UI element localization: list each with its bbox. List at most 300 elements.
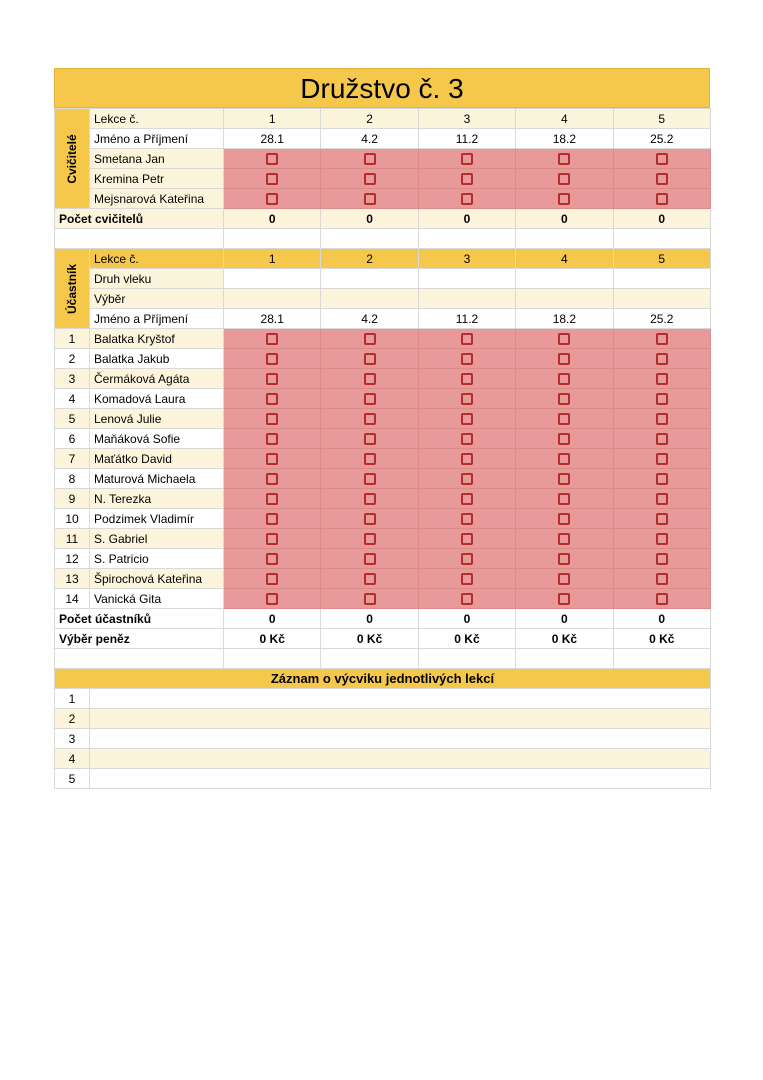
checkbox[interactable] (364, 493, 376, 505)
spacer (55, 229, 224, 249)
attendance-checkbox-cell[interactable] (321, 409, 418, 429)
attendance-checkbox-cell[interactable] (321, 489, 418, 509)
attendance-checkbox-cell[interactable] (613, 189, 710, 209)
participant-row (55, 449, 711, 469)
record-number: 3 (55, 729, 90, 749)
collection-cell[interactable] (224, 289, 321, 309)
attendance-checkbox-cell[interactable] (321, 149, 418, 169)
participant-number: 10 (55, 509, 90, 529)
instructors-section-label (55, 109, 90, 209)
checkbox[interactable] (656, 173, 668, 185)
attendance-checkbox-cell[interactable] (418, 169, 515, 189)
attendance-checkbox-cell[interactable] (224, 489, 321, 509)
checkbox[interactable] (656, 573, 668, 585)
attendance-checkbox-cell[interactable] (613, 469, 710, 489)
attendance-checkbox-cell[interactable] (224, 549, 321, 569)
lesson-number: 2 (321, 249, 418, 269)
participant-number: 9 (55, 489, 90, 509)
section-label: Cvičitelé (65, 133, 79, 184)
checkbox[interactable] (364, 453, 376, 465)
attendance-checkbox-cell[interactable] (321, 369, 418, 389)
checkbox[interactable] (461, 333, 473, 345)
row-label: Jméno a Příjmení (90, 129, 224, 149)
money-amount: 0 Kč (613, 629, 710, 649)
checkbox[interactable] (656, 473, 668, 485)
attendance-checkbox-cell[interactable] (418, 369, 515, 389)
instructor-count: 0 (418, 209, 515, 229)
participant-row (55, 509, 711, 529)
checkbox[interactable] (656, 153, 668, 165)
instructor-count: 0 (516, 209, 613, 229)
checkbox[interactable] (266, 153, 278, 165)
checkbox[interactable] (266, 593, 278, 605)
attendance-checkbox-cell[interactable] (516, 369, 613, 389)
checkbox[interactable] (656, 193, 668, 205)
section-label: Účastník (65, 263, 79, 314)
checkbox[interactable] (558, 373, 570, 385)
checkbox[interactable] (461, 193, 473, 205)
attendance-checkbox-cell[interactable] (321, 169, 418, 189)
attendance-checkbox-cell[interactable] (418, 389, 515, 409)
attendance-checkbox-cell[interactable] (321, 449, 418, 469)
participant-name: S. Patricio (90, 549, 224, 569)
participant-row (55, 389, 711, 409)
instructor-count-label: Počet cvičitelů (55, 209, 224, 229)
checkbox[interactable] (266, 473, 278, 485)
attendance-checkbox-cell[interactable] (418, 529, 515, 549)
record-row (55, 749, 711, 769)
attendance-checkbox-cell[interactable] (418, 429, 515, 449)
attendance-checkbox-cell[interactable] (224, 189, 321, 209)
checkbox[interactable] (656, 413, 668, 425)
attendance-checkbox-cell[interactable] (418, 489, 515, 509)
attendance-checkbox-cell[interactable] (224, 349, 321, 369)
checkbox[interactable] (364, 553, 376, 565)
checkbox[interactable] (558, 553, 570, 565)
attendance-checkbox-cell[interactable] (321, 569, 418, 589)
participant-name: Podzimek Vladimír (90, 509, 224, 529)
checkbox[interactable] (656, 593, 668, 605)
participant-name: Lenová Julie (90, 409, 224, 429)
checkbox[interactable] (461, 453, 473, 465)
spacer-row (55, 649, 711, 669)
spacer (516, 229, 613, 249)
record-row (55, 729, 711, 749)
instructor-date-row (55, 129, 711, 149)
checkbox[interactable] (558, 173, 570, 185)
money-amount: 0 Kč (516, 629, 613, 649)
checkbox[interactable] (558, 193, 570, 205)
record-number: 1 (55, 689, 90, 709)
instructor-count-row (55, 209, 711, 229)
lesson-number: 1 (224, 249, 321, 269)
checkbox[interactable] (266, 193, 278, 205)
attendance-checkbox-cell[interactable] (224, 529, 321, 549)
checkbox[interactable] (266, 373, 278, 385)
instructor-name: Smetana Jan (90, 149, 224, 169)
participant-number: 4 (55, 389, 90, 409)
checkbox[interactable] (364, 433, 376, 445)
lesson-date: 4.2 (321, 309, 418, 329)
checkbox[interactable] (656, 453, 668, 465)
participant-date-row (55, 309, 711, 329)
checkbox[interactable] (364, 193, 376, 205)
checkbox[interactable] (364, 513, 376, 525)
participant-number: 11 (55, 529, 90, 549)
attendance-checkbox-cell[interactable] (321, 509, 418, 529)
checkbox[interactable] (364, 353, 376, 365)
record-entry[interactable] (90, 729, 711, 749)
checkbox[interactable] (364, 153, 376, 165)
attendance-checkbox-cell[interactable] (418, 449, 515, 469)
participant-number: 8 (55, 469, 90, 489)
attendance-checkbox-cell[interactable] (613, 369, 710, 389)
checkbox[interactable] (364, 533, 376, 545)
attendance-checkbox-cell[interactable] (613, 349, 710, 369)
checkbox[interactable] (266, 573, 278, 585)
participant-number: 13 (55, 569, 90, 589)
checkbox[interactable] (558, 433, 570, 445)
lesson-number: 3 (418, 109, 515, 129)
lesson-number: 3 (418, 249, 515, 269)
participant-row (55, 589, 711, 609)
attendance-checkbox-cell[interactable] (516, 169, 613, 189)
checkbox[interactable] (364, 173, 376, 185)
checkbox[interactable] (461, 373, 473, 385)
participant-name: Maňáková Sofie (90, 429, 224, 449)
lesson-number: 5 (613, 109, 710, 129)
collection-cell[interactable] (418, 289, 515, 309)
checkbox[interactable] (656, 533, 668, 545)
spacer (321, 229, 418, 249)
checkbox[interactable] (461, 493, 473, 505)
money-label: Výběr peněz (55, 629, 224, 649)
money-amount: 0 Kč (224, 629, 321, 649)
checkbox[interactable] (558, 513, 570, 525)
tow-type-cell[interactable] (516, 269, 613, 289)
record-entry[interactable] (90, 769, 711, 789)
checkbox[interactable] (266, 533, 278, 545)
participant-number: 3 (55, 369, 90, 389)
attendance-checkbox-cell[interactable] (224, 329, 321, 349)
attendance-checkbox-cell[interactable] (516, 509, 613, 529)
checkbox[interactable] (558, 393, 570, 405)
attendance-checkbox-cell[interactable] (613, 149, 710, 169)
attendance-checkbox-cell[interactable] (613, 329, 710, 349)
attendance-checkbox-cell[interactable] (418, 589, 515, 609)
checkbox[interactable] (461, 473, 473, 485)
participant-name: Balatka Jakub (90, 349, 224, 369)
participant-name: Maturová Michaela (90, 469, 224, 489)
checkbox[interactable] (266, 553, 278, 565)
checkbox[interactable] (364, 333, 376, 345)
checkbox[interactable] (266, 353, 278, 365)
checkbox[interactable] (656, 373, 668, 385)
record-entry[interactable] (90, 709, 711, 729)
lesson-date: 4.2 (321, 129, 418, 149)
attendance-checkbox-cell[interactable] (613, 449, 710, 469)
checkbox[interactable] (558, 353, 570, 365)
record-row (55, 689, 711, 709)
attendance-checkbox-cell[interactable] (613, 509, 710, 529)
participant-number: 12 (55, 549, 90, 569)
row-label: Lekce č. (90, 109, 224, 129)
attendance-checkbox-cell[interactable] (321, 589, 418, 609)
attendance-checkbox-cell[interactable] (516, 469, 613, 489)
checkbox[interactable] (558, 333, 570, 345)
checkbox[interactable] (266, 393, 278, 405)
tow-type-cell[interactable] (613, 269, 710, 289)
attendance-checkbox-cell[interactable] (613, 169, 710, 189)
attendance-checkbox-cell[interactable] (613, 409, 710, 429)
record-entry[interactable] (90, 749, 711, 769)
participant-row (55, 469, 711, 489)
checkbox[interactable] (558, 153, 570, 165)
collection-cell[interactable] (516, 289, 613, 309)
attendance-checkbox-cell[interactable] (418, 509, 515, 529)
checkbox[interactable] (558, 493, 570, 505)
participant-name: N. Terezka (90, 489, 224, 509)
checkbox[interactable] (558, 453, 570, 465)
money-amount: 0 Kč (418, 629, 515, 649)
record-row (55, 769, 711, 789)
spacer (224, 649, 321, 669)
lesson-date: 18.2 (516, 129, 613, 149)
row-label: Jméno a Příjmení (90, 309, 224, 329)
attendance-checkbox-cell[interactable] (516, 449, 613, 469)
attendance-checkbox-cell[interactable] (516, 429, 613, 449)
checkbox[interactable] (656, 493, 668, 505)
attendance-checkbox-cell[interactable] (516, 149, 613, 169)
checkbox[interactable] (266, 413, 278, 425)
checkbox[interactable] (364, 473, 376, 485)
checkbox[interactable] (364, 573, 376, 585)
participant-name: Balatka Kryštof (90, 329, 224, 349)
attendance-checkbox-cell[interactable] (418, 189, 515, 209)
checkbox[interactable] (558, 473, 570, 485)
attendance-sheet (54, 68, 710, 789)
attendance-checkbox-cell[interactable] (516, 589, 613, 609)
money-amount: 0 Kč (321, 629, 418, 649)
attendance-checkbox-cell[interactable] (516, 529, 613, 549)
record-number: 5 (55, 769, 90, 789)
attendance-checkbox-cell[interactable] (418, 349, 515, 369)
lesson-date: 11.2 (418, 129, 515, 149)
checkbox[interactable] (656, 393, 668, 405)
attendance-checkbox-cell[interactable] (224, 589, 321, 609)
checkbox[interactable] (558, 413, 570, 425)
participant-row (55, 409, 711, 429)
instructor-lesson-row (55, 109, 711, 129)
checkbox[interactable] (461, 353, 473, 365)
participant-lesson-row (55, 249, 711, 269)
attendance-checkbox-cell[interactable] (321, 389, 418, 409)
collection-cell[interactable] (613, 289, 710, 309)
attendance-checkbox-cell[interactable] (418, 549, 515, 569)
checkbox[interactable] (656, 333, 668, 345)
participant-name: Maťátko David (90, 449, 224, 469)
record-heading-row (55, 669, 711, 689)
attendance-checkbox-cell[interactable] (516, 549, 613, 569)
checkbox[interactable] (364, 373, 376, 385)
attendance-checkbox-cell[interactable] (224, 569, 321, 589)
attendance-checkbox-cell[interactable] (516, 489, 613, 509)
attendance-checkbox-cell[interactable] (613, 429, 710, 449)
attendance-checkbox-cell[interactable] (224, 169, 321, 189)
collection-row (55, 289, 711, 309)
attendance-checkbox-cell[interactable] (224, 469, 321, 489)
attendance-checkbox-cell[interactable] (418, 329, 515, 349)
attendance-checkbox-cell[interactable] (224, 149, 321, 169)
checkbox[interactable] (266, 513, 278, 525)
spacer (418, 229, 515, 249)
lesson-date: 11.2 (418, 309, 515, 329)
participant-count-label: Počet účastníků (55, 609, 224, 629)
attendance-checkbox-cell[interactable] (321, 429, 418, 449)
lesson-date: 28.1 (224, 129, 321, 149)
participant-count: 0 (613, 609, 710, 629)
tow-type-cell[interactable] (321, 269, 418, 289)
participant-number: 6 (55, 429, 90, 449)
instructor-name: Kremina Petr (90, 169, 224, 189)
attendance-checkbox-cell[interactable] (516, 329, 613, 349)
attendance-checkbox-cell[interactable] (516, 569, 613, 589)
sheet-title: Družstvo č. 3 (54, 68, 710, 108)
participant-number: 2 (55, 349, 90, 369)
checkbox[interactable] (656, 353, 668, 365)
spacer (321, 649, 418, 669)
attendance-checkbox-cell[interactable] (418, 149, 515, 169)
attendance-checkbox-cell[interactable] (321, 549, 418, 569)
checkbox[interactable] (364, 593, 376, 605)
tow-type-row (55, 269, 711, 289)
checkbox[interactable] (461, 513, 473, 525)
spacer (613, 229, 710, 249)
attendance-checkbox-cell[interactable] (321, 529, 418, 549)
attendance-checkbox-cell[interactable] (321, 469, 418, 489)
record-row (55, 709, 711, 729)
tow-type-cell[interactable] (224, 269, 321, 289)
participant-count: 0 (321, 609, 418, 629)
attendance-checkbox-cell[interactable] (418, 409, 515, 429)
checkbox[interactable] (656, 513, 668, 525)
lesson-number: 4 (516, 109, 613, 129)
participant-count-row (55, 609, 711, 629)
checkbox[interactable] (558, 593, 570, 605)
attendance-checkbox-cell[interactable] (516, 189, 613, 209)
attendance-checkbox-cell[interactable] (224, 449, 321, 469)
checkbox[interactable] (461, 553, 473, 565)
attendance-checkbox-cell[interactable] (613, 589, 710, 609)
attendance-checkbox-cell[interactable] (613, 489, 710, 509)
participant-name: Špirochová Kateřina (90, 569, 224, 589)
instructor-row (55, 149, 711, 169)
attendance-checkbox-cell[interactable] (516, 349, 613, 369)
participants-section-label (55, 249, 90, 329)
attendance-checkbox-cell[interactable] (613, 549, 710, 569)
instructor-row (55, 169, 711, 189)
row-label: Druh vleku (90, 269, 224, 289)
attendance-checkbox-cell[interactable] (224, 369, 321, 389)
row-label: Lekce č. (90, 249, 224, 269)
attendance-checkbox-cell[interactable] (516, 409, 613, 429)
attendance-checkbox-cell[interactable] (613, 529, 710, 549)
tow-type-cell[interactable] (418, 269, 515, 289)
attendance-checkbox-cell[interactable] (224, 509, 321, 529)
attendance-checkbox-cell[interactable] (418, 569, 515, 589)
checkbox[interactable] (266, 333, 278, 345)
attendance-checkbox-cell[interactable] (224, 389, 321, 409)
participant-number: 5 (55, 409, 90, 429)
participant-row (55, 549, 711, 569)
participant-row (55, 529, 711, 549)
participant-row (55, 369, 711, 389)
instructor-count: 0 (224, 209, 321, 229)
participant-count: 0 (224, 609, 321, 629)
checkbox[interactable] (266, 433, 278, 445)
instructor-count: 0 (613, 209, 710, 229)
checkbox[interactable] (558, 573, 570, 585)
attendance-checkbox-cell[interactable] (224, 429, 321, 449)
spacer (224, 229, 321, 249)
attendance-checkbox-cell[interactable] (224, 409, 321, 429)
checkbox[interactable] (266, 453, 278, 465)
row-label: Výběr (90, 289, 224, 309)
attendance-checkbox-cell[interactable] (321, 349, 418, 369)
record-entry[interactable] (90, 689, 711, 709)
checkbox[interactable] (461, 413, 473, 425)
checkbox[interactable] (461, 153, 473, 165)
lesson-date: 28.1 (224, 309, 321, 329)
lesson-number: 2 (321, 109, 418, 129)
checkbox[interactable] (558, 533, 570, 545)
record-number: 4 (55, 749, 90, 769)
checkbox[interactable] (656, 433, 668, 445)
participant-name: S. Gabriel (90, 529, 224, 549)
instructor-name: Mejsnarová Kateřina (90, 189, 224, 209)
attendance-checkbox-cell[interactable] (516, 389, 613, 409)
checkbox[interactable] (266, 493, 278, 505)
checkbox[interactable] (461, 573, 473, 585)
participant-row (55, 329, 711, 349)
attendance-checkbox-cell[interactable] (418, 469, 515, 489)
spacer (613, 649, 710, 669)
spacer-row (55, 229, 711, 249)
spacer (516, 649, 613, 669)
checkbox[interactable] (266, 173, 278, 185)
checkbox[interactable] (364, 393, 376, 405)
checkbox[interactable] (461, 433, 473, 445)
spacer (418, 649, 515, 669)
checkbox[interactable] (364, 413, 376, 425)
checkbox[interactable] (461, 393, 473, 405)
money-row (55, 629, 711, 649)
checkbox[interactable] (461, 173, 473, 185)
participant-number: 7 (55, 449, 90, 469)
attendance-checkbox-cell[interactable] (321, 329, 418, 349)
attendance-checkbox-cell[interactable] (613, 389, 710, 409)
attendance-checkbox-cell[interactable] (321, 189, 418, 209)
checkbox[interactable] (656, 553, 668, 565)
checkbox[interactable] (461, 593, 473, 605)
lesson-number: 1 (224, 109, 321, 129)
collection-cell[interactable] (321, 289, 418, 309)
checkbox[interactable] (461, 533, 473, 545)
participant-name: Komadová Laura (90, 389, 224, 409)
record-number: 2 (55, 709, 90, 729)
attendance-checkbox-cell[interactable] (613, 569, 710, 589)
lesson-number: 5 (613, 249, 710, 269)
